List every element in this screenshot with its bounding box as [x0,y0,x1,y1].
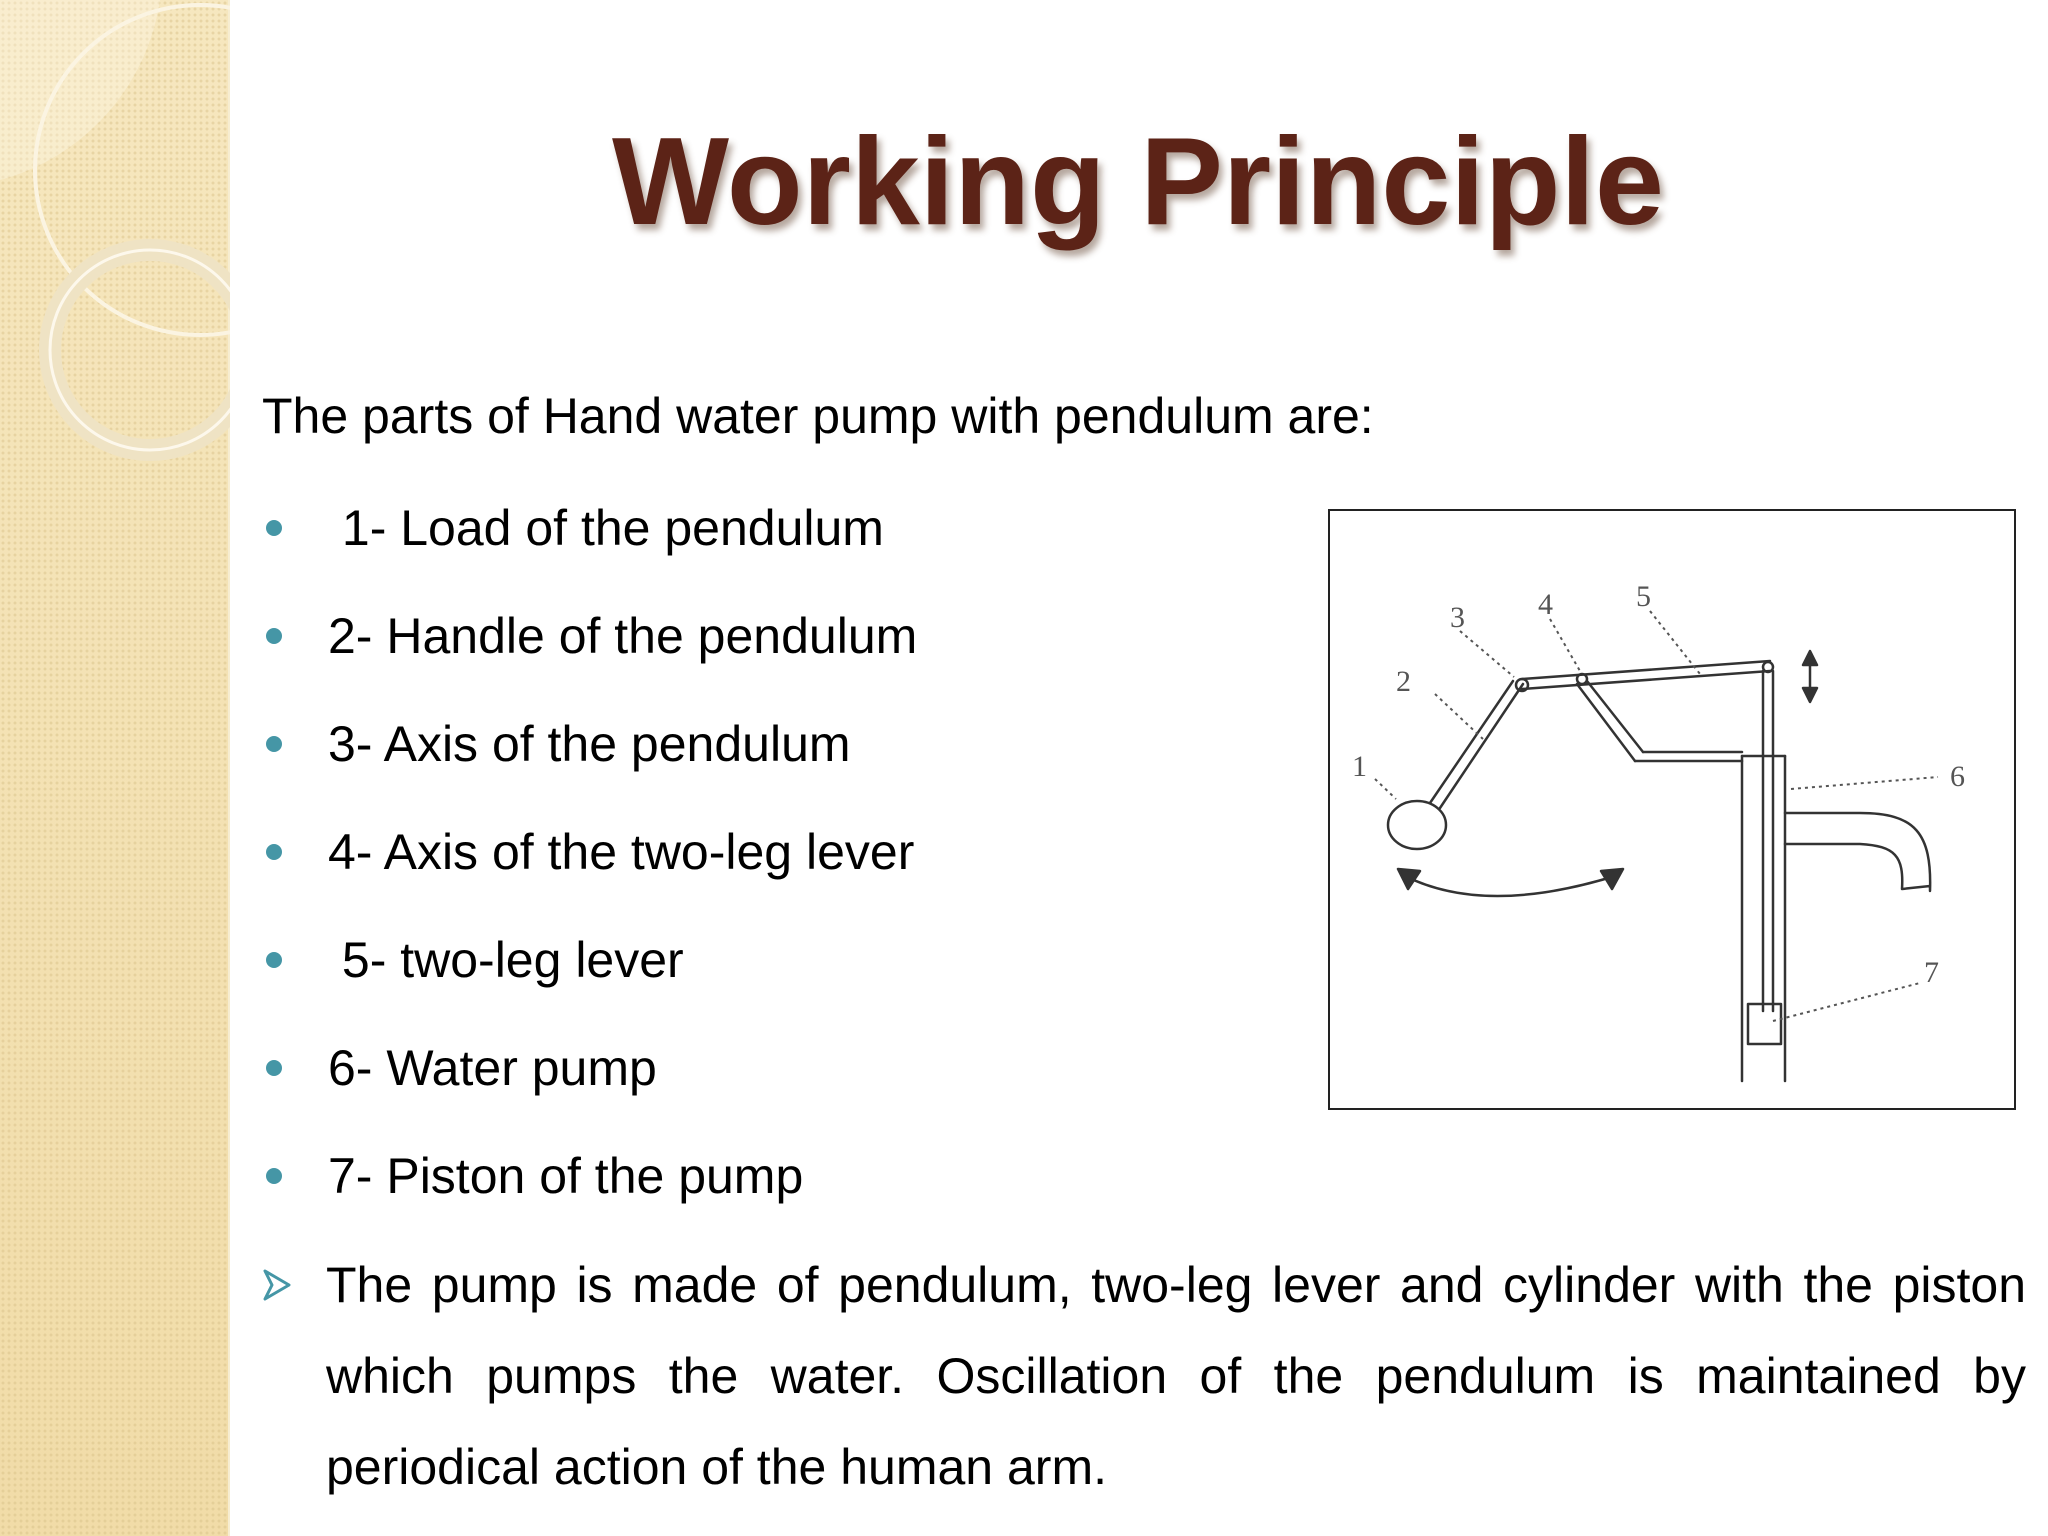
part-label: 2- Handle of the pendulum [328,608,918,664]
arrow-bullet-icon [262,1240,304,1513]
figure-label-3: 3 [1450,601,1465,634]
figure-label-7: 7 [1924,956,1939,989]
list-item [262,598,917,706]
bullet-dot-icon [266,628,282,644]
list-item [262,1138,917,1246]
part-label: 6- Water pump [328,1040,657,1096]
bullet-dot-icon [266,736,282,752]
bullet-dot-icon [266,844,282,860]
intro-text: The parts of Hand water pump with pendulum are: [262,388,1374,444]
summary-paragraph [262,1240,2026,1513]
pump-diagram-drawing [1330,511,2018,1112]
part-label: 1- Load of the pendulum [328,500,884,556]
figure-label-6: 6 [1950,760,1965,793]
part-label: 3- Axis of the pendulum [328,716,851,772]
figure-label-4: 4 [1538,588,1553,621]
list-item [262,706,917,814]
bullet-dot-icon [266,520,282,536]
summary-text: The pump is made of pendulum, two-leg lever and cylinder with the piston which pumps the water. Oscillation of the pendulum is maintained by periodical action of the human arm. [326,1257,2026,1495]
figure-label-5: 5 [1636,580,1651,613]
pump-diagram [1328,509,2016,1110]
figure-label-1: 1 [1352,750,1367,783]
part-label: 4- Axis of the two-leg lever [328,824,915,880]
figure-label-2: 2 [1396,665,1411,698]
decorative-circles [0,0,230,1536]
list-item [262,490,917,598]
bullet-dot-icon [266,1060,282,1076]
list-item [262,922,917,1030]
pendulum-load [1388,801,1446,849]
part-label: 5- two-leg lever [328,932,684,988]
decorative-side-panel [0,0,230,1536]
slide-title: Working Principle [612,113,1664,251]
bullet-dot-icon [266,952,282,968]
part-label: 7- Piston of the pump [328,1148,804,1204]
parts-list [262,490,917,1246]
list-item [262,814,917,922]
bullet-dot-icon [266,1168,282,1184]
list-item [262,1030,917,1138]
